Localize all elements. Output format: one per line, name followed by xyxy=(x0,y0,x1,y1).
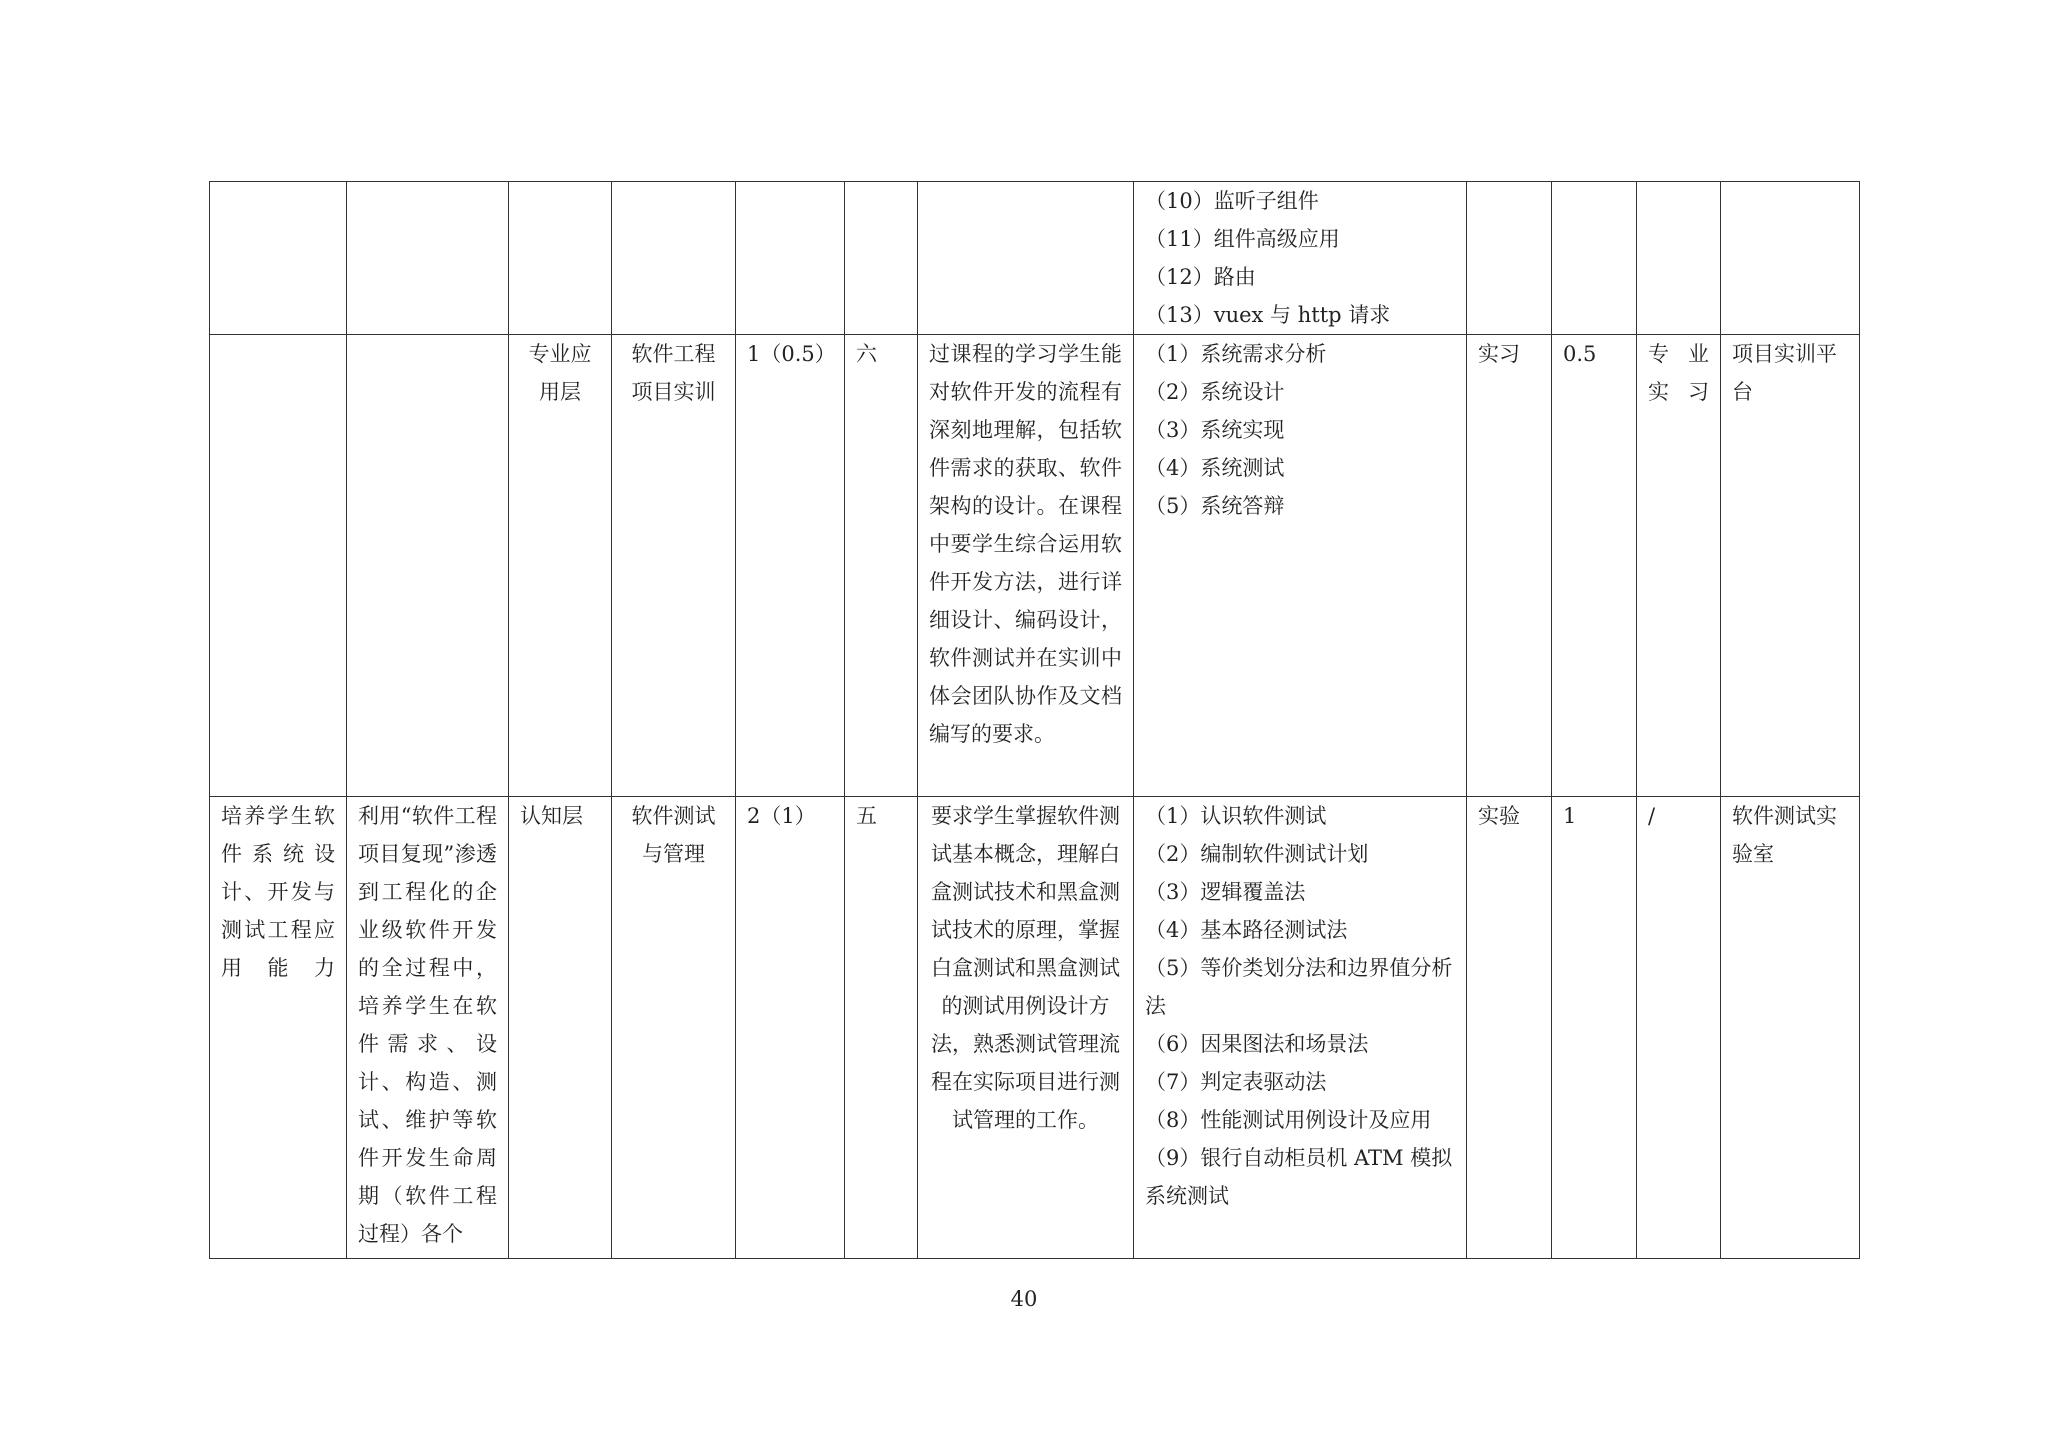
semester-cell xyxy=(845,182,918,335)
value-cell: 0.5 xyxy=(1552,335,1637,797)
content-item: （6）因果图法和场景法 xyxy=(1145,1032,1369,1056)
content-item: （8）性能测试用例设计及应用 xyxy=(1145,1108,1432,1132)
layer-cell: 认知层 xyxy=(509,797,612,1259)
value-cell xyxy=(1552,182,1637,335)
approach-cell: 利用“软件工程项目复现”渗透到工程化的企业级软件开发的全过程中，培养学生在软件需求、设计、构造、测试、维护等软件开发生命周期（软件工程过程）各个 xyxy=(347,797,509,1259)
type-cell: 实习 xyxy=(1467,335,1552,797)
content-item: （1）认识软件测试 xyxy=(1145,804,1327,828)
content-item: （1）系统需求分析 xyxy=(1145,342,1327,366)
type-cell xyxy=(1467,182,1552,335)
approach-cell xyxy=(347,182,509,335)
objective-cell: 过课程的学习学生能对软件开发的流程有深刻地理解，包括软件需求的获取、软件架构的设计。在课程中要学生综合运用软件开发方法，进行详细设计、编码设计，软件测试并在实训中体会团队协作及文档编写的要求。 xyxy=(918,335,1134,797)
type-cell: 实验 xyxy=(1467,797,1552,1259)
layer-cell xyxy=(509,182,612,335)
ability-cell xyxy=(210,182,347,335)
ability-cell: 培养学生软件系统设计、开发与测试工程应用能力 xyxy=(210,797,347,1259)
platform-cell: 项目实训平台 xyxy=(1721,335,1860,797)
semester-cell: 六 xyxy=(845,335,918,797)
content-item: （3）逻辑覆盖法 xyxy=(1145,880,1306,904)
content-item: （2）编制软件测试计划 xyxy=(1145,842,1369,866)
credits-cell xyxy=(736,182,845,335)
table-row xyxy=(210,182,1860,335)
content-item: （12）路由 xyxy=(1145,265,1256,289)
credits-cell: 1（0.5） xyxy=(736,335,845,797)
approach-cell xyxy=(347,335,509,797)
table-row xyxy=(210,335,1860,797)
semester-cell: 五 xyxy=(845,797,918,1259)
content-items-cell xyxy=(1134,335,1467,797)
content-items-cell xyxy=(1134,797,1467,1259)
platform-cell: 软件测试实验室 xyxy=(1721,797,1860,1259)
layer-cell: 专业应用层 xyxy=(509,335,612,797)
curriculum-table xyxy=(209,181,1860,1259)
content-item: （5）系统答辩 xyxy=(1145,494,1285,518)
objective-cell: 要求学生掌握软件测试基本概念，理解白盒测试技术和黑盒测试技术的原理，掌握白盒测试和黑盒测试的测试用例设计方法，熟悉测试管理流程在实际项目进行测试管理的工作。 xyxy=(918,797,1134,1259)
content-item: （2）系统设计 xyxy=(1145,380,1285,404)
platform-cell xyxy=(1721,182,1860,335)
objective-cell xyxy=(918,182,1134,335)
value-cell: 1 xyxy=(1552,797,1637,1259)
note-cell: 专 业实习 xyxy=(1637,335,1721,797)
content-item: （9）银行自动柜员机 ATM 模拟系统测试 xyxy=(1145,1146,1453,1208)
content-items-cell xyxy=(1134,182,1467,335)
page-number: 40 xyxy=(1010,1287,1038,1311)
course-cell xyxy=(612,182,736,335)
content-item: （7）判定表驱动法 xyxy=(1145,1070,1327,1094)
note-cell xyxy=(1637,182,1721,335)
table-row xyxy=(210,797,1860,1259)
content-item: （13）vuex 与 http 请求 xyxy=(1145,303,1391,327)
course-cell: 软件测试与管理 xyxy=(612,797,736,1259)
course-cell: 软件工程项目实训 xyxy=(612,335,736,797)
credits-cell: 2（1） xyxy=(736,797,845,1259)
content-item: （10）监听子组件 xyxy=(1145,189,1319,213)
content-item: （4）基本路径测试法 xyxy=(1145,918,1348,942)
content-item: （5）等价类划分法和边界值分析法 xyxy=(1145,956,1453,1018)
note-cell: / xyxy=(1637,797,1721,1259)
content-item: （11）组件高级应用 xyxy=(1145,227,1340,251)
ability-cell xyxy=(210,335,347,797)
content-item: （4）系统测试 xyxy=(1145,456,1285,480)
content-item: （3）系统实现 xyxy=(1145,418,1285,442)
